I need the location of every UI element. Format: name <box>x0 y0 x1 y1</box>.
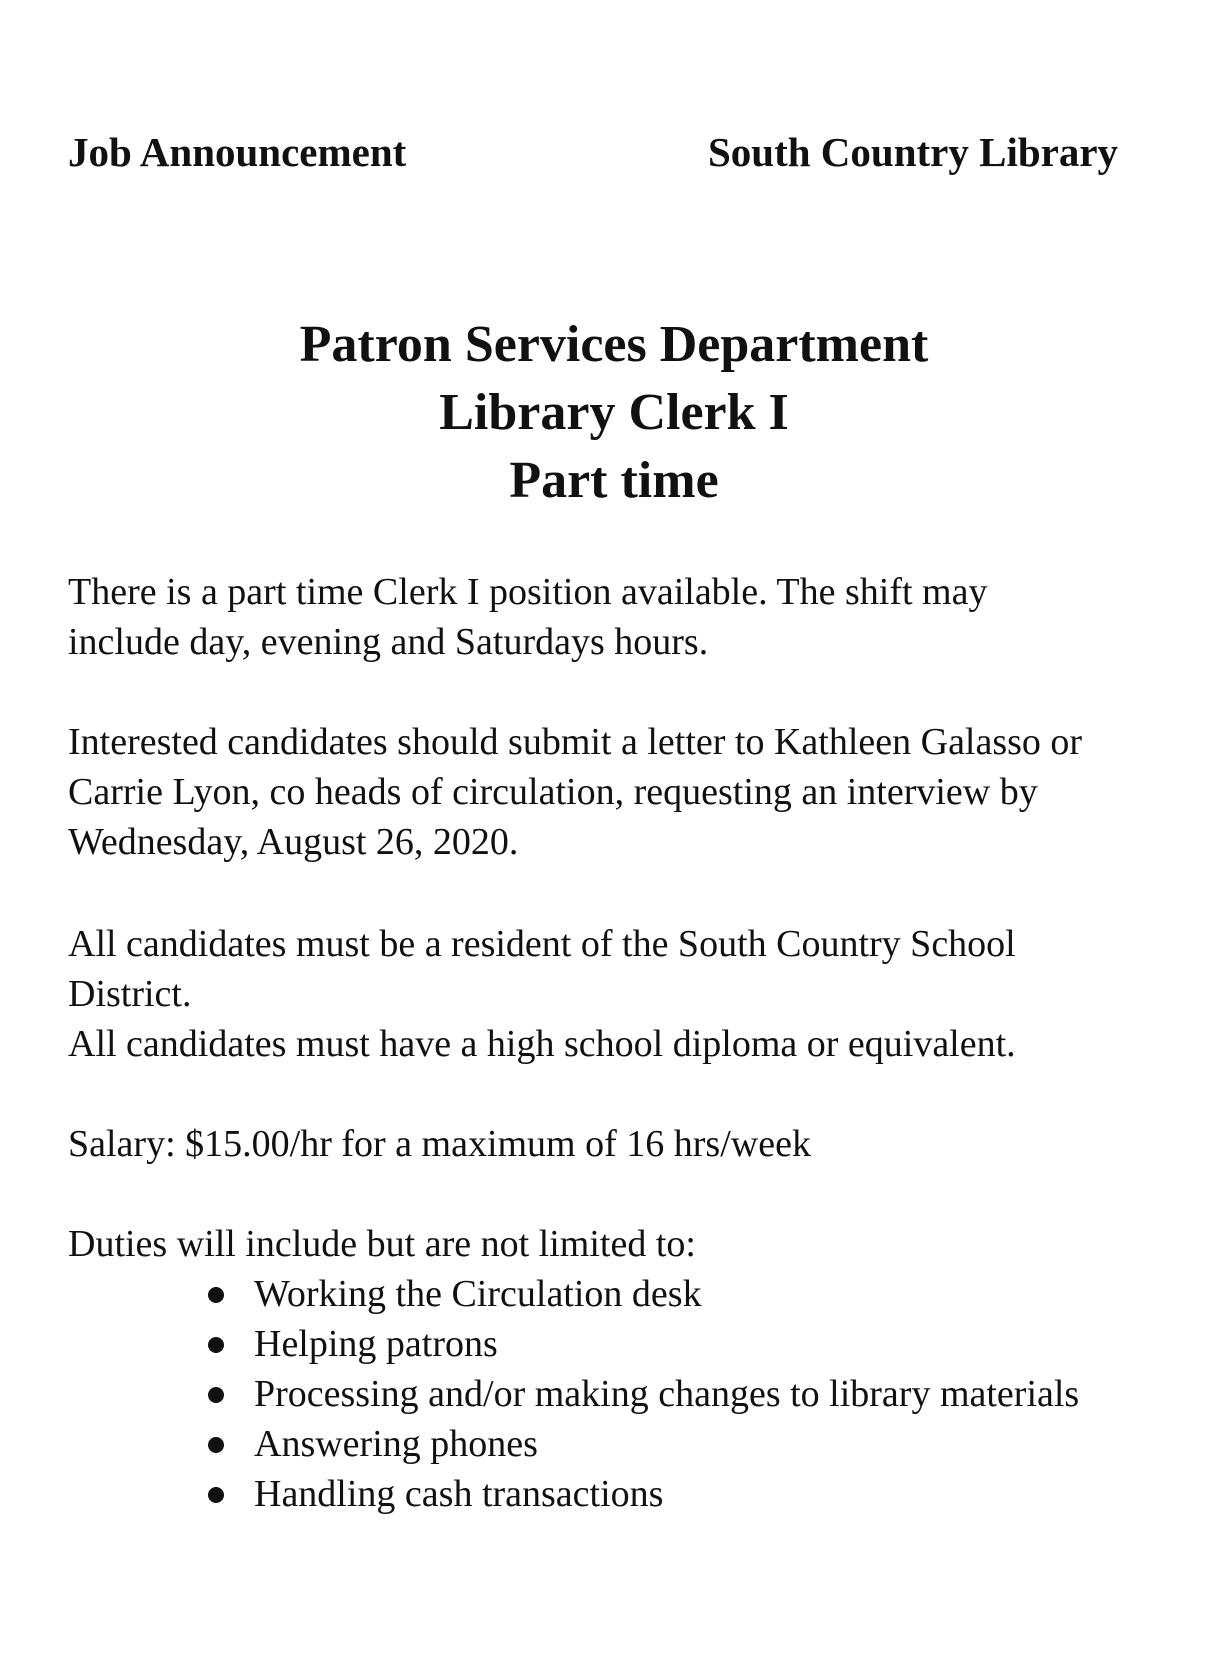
employment-type-title: Part time <box>509 452 719 509</box>
paragraph-line: include day, evening and Saturdays hours. <box>68 621 709 663</box>
duties-list <box>206 1269 1079 1519</box>
list-item <box>206 1369 1079 1419</box>
paragraph-line: There is a part time Clerk I position available. The shift may <box>68 571 988 613</box>
application-paragraph <box>68 717 1198 867</box>
bullet-icon <box>208 1437 224 1453</box>
requirements-paragraph <box>68 919 1198 1069</box>
list-item <box>206 1469 1079 1519</box>
duty-text: Processing and/or making changes to library materials <box>254 1373 1080 1415</box>
paragraph-line: District. <box>68 973 192 1015</box>
paragraph-line: Interested candidates should submit a letter to Kathleen Galasso or <box>68 721 1083 763</box>
list-item <box>206 1319 1079 1369</box>
position-title: Library Clerk I <box>439 384 789 441</box>
list-item <box>206 1419 1079 1469</box>
header-job-announcement: Job Announcement <box>68 129 407 175</box>
bullet-icon <box>208 1337 224 1353</box>
bullet-icon <box>208 1287 224 1303</box>
paragraph-line: Wednesday, August 26, 2020. <box>68 821 519 863</box>
duty-text: Handling cash transactions <box>254 1473 664 1515</box>
paragraph-line: Carrie Lyon, co heads of circulation, requesting an interview by <box>68 771 1038 813</box>
salary-line: Salary: $15.00/hr for a maximum of 16 hrs/week <box>68 1123 811 1165</box>
duties-intro: Duties will include but are not limited to: <box>68 1223 696 1265</box>
duty-text: Helping patrons <box>254 1323 498 1365</box>
duty-text: Answering phones <box>254 1423 538 1465</box>
bullet-icon <box>208 1387 224 1403</box>
title-block <box>0 311 1228 515</box>
paragraph-line: All candidates must have a high school diploma or equivalent. <box>68 1023 1016 1065</box>
bullet-icon <box>208 1487 224 1503</box>
duty-text: Working the Circulation desk <box>254 1273 702 1315</box>
position-paragraph <box>68 567 1198 667</box>
department-title: Patron Services Department <box>299 316 929 373</box>
paragraph-line: All candidates must be a resident of the South Country School <box>68 923 1016 965</box>
header-library-name: South Country Library <box>708 129 1119 175</box>
list-item <box>206 1269 1079 1319</box>
